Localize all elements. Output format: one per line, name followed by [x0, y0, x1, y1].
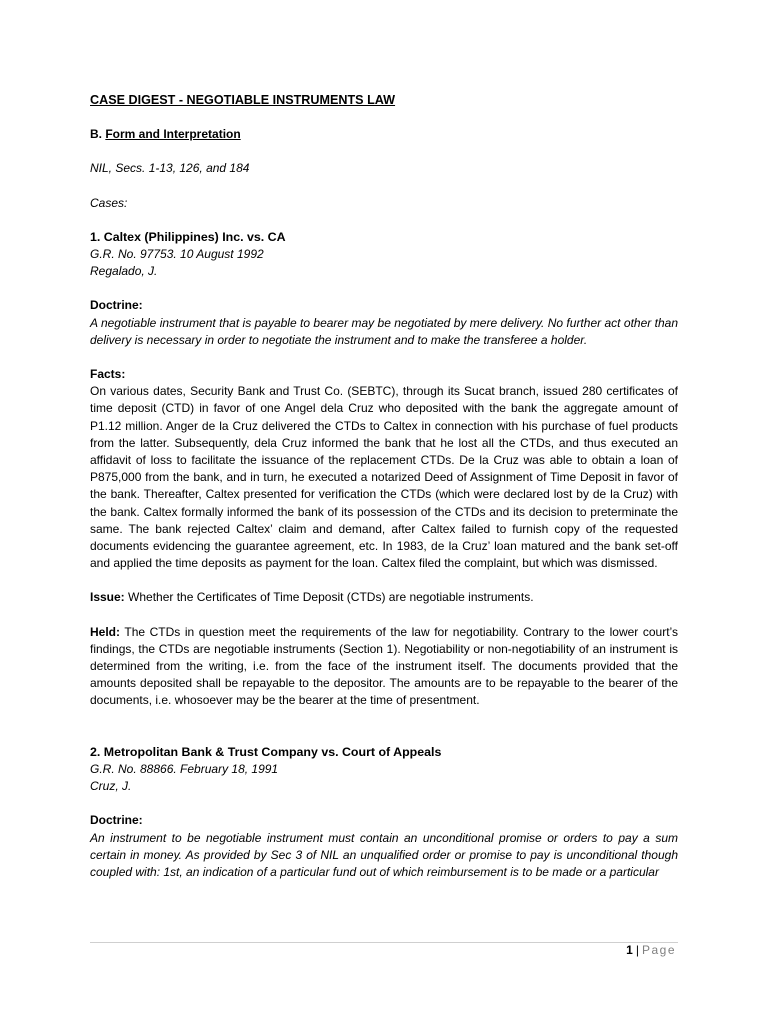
case1-issue-label: Issue:: [90, 590, 125, 605]
case1-facts-text: On various dates, Security Bank and Trust Co. (SEBTC), through its Sucat branch, issued 280 certificates of time deposit (CTD) in favor of one Angel dela Cruz who deposited with the bank the aggregate amount of P1.12 million. Anger de la Cruz delivered the CTDs to Caltex in connection with his purchase of fuel products from the latter. Subsequently, dela Cruz informed the bank that he lost all the CTDs, and thus executed an affidavit of loss to facilitate the issuance of the replacement CTDs. De la Cruz was able to obtain a loan of P875,000 from the bank, and in turn, he executed a notarized Deed of Assignment of Time Deposit in favor of the bank. Thereafter, Caltex presented for verification the CTDs (which were declared lost by de la Cruz) with the bank. Caltex formally informed the bank of its possession of the CTDs and its decision to preterminate the same. The bank rejected Caltex’ claim and demand, after Caltex failed to furnish copy of the requested documents evidencing the guarantee agreement, etc. In 1983, de la Cruz’ loan matured and the bank set-off and applied the time deposits as payment for the loan. Caltex filed the complaint, but which was dismissed.: [90, 384, 678, 571]
case1-doctrine-label: Doctrine:: [90, 298, 143, 313]
case1-held-label: Held:: [90, 624, 120, 639]
case2-ponente: Cruz, J.: [90, 779, 132, 794]
case1-held: [90, 624, 678, 710]
case1-title: 1. Caltex (Philippines) Inc. vs. CA: [90, 229, 286, 244]
section-name: Form and Interpretation: [105, 127, 241, 142]
case1-held-text: The CTDs in question meet the requirements of the law for negotiability. Contrary to the lower court’s findings, the CTDs are negotiable instruments (Section 1). Negotiability or non-negotiability of an instrument is determined from the writing, i.e. from the face of the instrument itself. The documents provided that the amounts deposited shall be repayable to the depositor. The amounts are to be repayable to the bearer of the documents, i.e. whosoever may be the bearer at the time of presentment.: [90, 624, 678, 708]
page-number: 1: [626, 943, 633, 957]
cases-label: Cases:: [90, 195, 128, 210]
case2-title: 2. Metropolitan Bank & Trust Company vs. Court of Appeals: [90, 744, 442, 759]
section-prefix: B.: [90, 127, 102, 142]
statute-reference: NIL, Secs. 1-13, 126, and 184: [90, 161, 250, 176]
document-body: [90, 92, 678, 881]
case2-gr-number: G.R. No. 88866. February 18, 1991: [90, 761, 279, 776]
case1-gr-number: G.R. No. 97753. 10 August 1992: [90, 247, 264, 262]
case1-facts-label: Facts:: [90, 367, 126, 382]
case1-doctrine-text: A negotiable instrument that is payable to bearer may be negotiated by mere delivery. No further act other than delivery is necessary in order to negotiate the instrument and to make the transferee a holder.: [90, 315, 678, 347]
case1-issue-text: Whether the Certificates of Time Deposit (CTDs) are negotiable instruments.: [128, 590, 534, 605]
document-title: CASE DIGEST - NEGOTIABLE INSTRUMENTS LAW: [90, 93, 396, 107]
case2-doctrine-text: An instrument to be negotiable instrument must contain an unconditional promise or orders to pay a sum certain in money. As provided by Sec 3 of NIL an unqualified order or promise to pay is unconditional though coupled with: 1st, an indication of a particular fund out of which reimbursement is to be made or a particular: [90, 830, 678, 879]
section-heading: [90, 126, 678, 143]
case1-ponente: Regalado, J.: [90, 264, 158, 279]
footer-divider: [90, 942, 678, 943]
case2-doctrine-label: Doctrine:: [90, 813, 143, 828]
footer-separator: |: [635, 943, 639, 957]
page-footer: [626, 943, 676, 957]
case1-issue: [90, 589, 678, 606]
page-label: Page: [641, 943, 676, 957]
